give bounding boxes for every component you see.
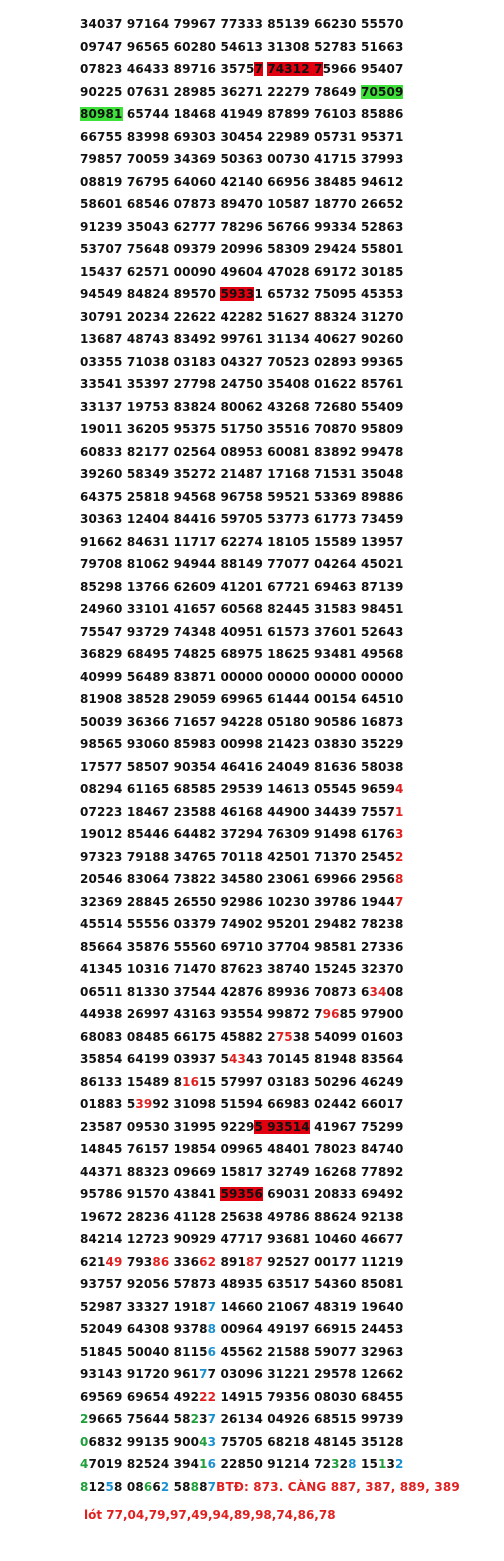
digits: 3 bbox=[386, 1457, 395, 1471]
digits: 5966 95407 bbox=[322, 62, 404, 76]
digits: 14845 76157 19854 09965 48401 78023 84740 bbox=[80, 1142, 404, 1156]
digits: 33541 35397 27798 24750 35408 01622 85761 bbox=[80, 377, 404, 391]
highlighted-digits: 4 bbox=[80, 1457, 89, 1471]
highlighted-digits: 8 bbox=[394, 872, 404, 886]
number-row bbox=[80, 486, 460, 509]
highlighted-digits: 75 bbox=[275, 1029, 293, 1044]
highlighted-digits: 6 bbox=[143, 1479, 153, 1494]
digits: 53707 75648 09379 20996 58309 29424 55801 bbox=[80, 242, 404, 256]
number-row bbox=[80, 1386, 460, 1409]
digits: 13687 48743 83492 99761 31134 40627 90260 bbox=[80, 332, 404, 346]
number-row bbox=[80, 1161, 460, 1184]
number-row bbox=[80, 801, 460, 824]
digits: 17577 58507 90354 46416 24049 81636 58038 bbox=[80, 759, 404, 774]
digits: 09747 96565 60280 54613 31308 52783 51663 bbox=[80, 39, 404, 54]
highlighted-digits: 2 bbox=[190, 1412, 200, 1426]
digits: 34037 97164 79967 77333 85139 66230 55570 bbox=[80, 17, 404, 31]
digits: 41967 75299 bbox=[309, 1119, 404, 1134]
highlighted-digits: 2 bbox=[160, 1479, 170, 1494]
number-row bbox=[80, 981, 460, 1004]
lot-note: lót 77,04,79,97,49,94,89,98,74,86,78 bbox=[84, 1508, 336, 1522]
digits: 51845 50040 8115 bbox=[80, 1344, 208, 1359]
highlighted-digits: 70509 bbox=[360, 84, 404, 99]
digits: 98565 93060 85983 00998 21423 03830 35229 bbox=[80, 737, 404, 751]
highlighted-digits: 8 bbox=[80, 1479, 89, 1494]
number-grid bbox=[80, 13, 460, 1498]
number-row bbox=[80, 373, 460, 396]
digits: 97323 79188 34765 70118 42501 71370 2545 bbox=[80, 849, 395, 864]
number-row bbox=[80, 1138, 460, 1161]
number-row bbox=[80, 958, 460, 981]
number-row bbox=[80, 576, 460, 599]
highlighted-digits: 2 bbox=[394, 1457, 404, 1471]
highlighted-digits: 2 bbox=[394, 849, 404, 864]
number-row bbox=[80, 598, 460, 621]
number-row bbox=[80, 216, 460, 239]
digits: 32369 28845 26550 92986 10230 39786 1944 bbox=[80, 894, 395, 909]
digits: 85664 35876 55560 69710 37704 98581 27336 bbox=[80, 939, 404, 954]
number-row bbox=[80, 643, 460, 666]
digits: 07223 18467 23588 46168 44900 34439 7557 bbox=[80, 804, 395, 819]
digits: 45562 21588 59077 32963 bbox=[216, 1344, 404, 1359]
highlighted-digits: 4 bbox=[394, 782, 404, 796]
number-row bbox=[80, 1408, 460, 1431]
digits: 94549 84824 89570 bbox=[80, 287, 221, 301]
number-row bbox=[80, 418, 460, 441]
number-row bbox=[80, 171, 460, 194]
digits: 08294 61165 68585 29539 14613 05545 9659 bbox=[80, 782, 395, 796]
digits: 19672 28236 41128 25638 49786 88624 92138 bbox=[80, 1209, 404, 1224]
digits: 75547 93729 74348 40951 61573 37601 52643 bbox=[80, 624, 404, 639]
digits: 41345 10316 71470 87623 38740 15245 32370 bbox=[80, 962, 404, 976]
number-row bbox=[80, 1318, 460, 1341]
digits: 1 65732 75095 45353 bbox=[254, 287, 404, 301]
number-row bbox=[80, 936, 460, 959]
highlighted-digits: 1 bbox=[377, 1457, 387, 1471]
digits: 79857 70059 34369 50363 00730 41715 37993 bbox=[80, 152, 404, 166]
number-row bbox=[80, 126, 460, 149]
digits: 15 57997 03183 50296 46249 bbox=[199, 1074, 404, 1089]
highlighted-digits: 3 bbox=[331, 1457, 340, 1471]
number-row bbox=[80, 1341, 460, 1364]
highlighted-digits: 1 bbox=[394, 804, 404, 819]
number-row bbox=[80, 1228, 460, 1251]
digits: 84214 12723 90929 47717 93681 10460 46677 bbox=[80, 1232, 404, 1246]
number-row bbox=[80, 81, 460, 104]
highlighted-digits: 39 bbox=[135, 1097, 153, 1111]
digits: 85298 13766 62609 41201 67721 69463 87139 bbox=[80, 579, 404, 594]
number-row bbox=[80, 1251, 460, 1274]
digits: 60833 82177 02564 08953 60081 83892 99478 bbox=[80, 444, 404, 459]
digits: 65744 18468 41949 87899 76103 85886 bbox=[122, 107, 404, 121]
number-row bbox=[80, 553, 460, 576]
digits: 33137 19753 83824 80062 43268 72680 55409 bbox=[80, 399, 404, 414]
highlighted-digits: 8 bbox=[207, 1322, 217, 1336]
number-row bbox=[80, 1206, 460, 1229]
digits: 39260 58349 35272 21487 17168 71531 35048 bbox=[80, 467, 404, 481]
number-row bbox=[80, 666, 460, 689]
highlighted-digits: 0 bbox=[80, 1434, 89, 1449]
digits: 6 bbox=[152, 1479, 161, 1494]
digits: 35854 64199 03937 5 bbox=[80, 1052, 229, 1066]
digits: 19011 36205 95375 51750 35516 70870 95809 bbox=[80, 422, 404, 436]
digits: 44938 26997 43163 93554 99872 7 bbox=[80, 1007, 323, 1021]
number-row bbox=[80, 1453, 460, 1476]
number-row bbox=[80, 711, 460, 734]
digits: 03096 31221 29578 12662 bbox=[216, 1367, 404, 1381]
number-row bbox=[80, 463, 460, 486]
digits: 40999 56489 83871 00000 00000 00000 00000 bbox=[80, 669, 404, 684]
digits: 26134 04926 68515 99739 bbox=[216, 1412, 404, 1426]
number-row bbox=[80, 1273, 460, 1296]
highlighted-digits: 5933 bbox=[220, 287, 255, 301]
digits: 45514 55556 03379 74902 95201 29482 78238 bbox=[80, 917, 404, 931]
digits: 621 bbox=[80, 1254, 106, 1269]
number-row bbox=[80, 261, 460, 284]
digits: 08819 76795 64060 42140 66956 38485 94612 bbox=[80, 174, 404, 189]
number-row bbox=[80, 1363, 460, 1386]
digits: 03355 71038 03183 04327 70523 02893 99365 bbox=[80, 354, 404, 369]
digits: 08 bbox=[386, 984, 404, 999]
highlighted-digits: 3 bbox=[207, 1434, 217, 1449]
digits: 68083 08485 66175 45882 2 bbox=[80, 1029, 276, 1044]
highlighted-digits: BTĐ: 873. CÀNG 887, 387, 889, 389 bbox=[216, 1479, 460, 1494]
number-row bbox=[80, 868, 460, 891]
number-row bbox=[80, 508, 460, 531]
highlighted-digits: 4 bbox=[199, 1434, 208, 1449]
highlighted-digits: 7 bbox=[207, 1412, 217, 1426]
digits: 19012 85446 64482 37294 76309 91498 6176 bbox=[80, 827, 395, 841]
highlighted-digits: 8 bbox=[190, 1479, 200, 1494]
digits: 92 31098 51594 66983 02442 66017 bbox=[152, 1097, 404, 1111]
number-row bbox=[80, 1048, 460, 1071]
number-row bbox=[80, 778, 460, 801]
number-row bbox=[80, 1183, 460, 1206]
digits: 15 bbox=[356, 1457, 378, 1471]
highlighted-digits: 34 bbox=[369, 984, 387, 999]
highlighted-digits: 7 bbox=[199, 1367, 208, 1381]
number-row bbox=[80, 328, 460, 351]
digits: 2 bbox=[339, 1457, 349, 1471]
number-row bbox=[80, 1071, 460, 1094]
number-row bbox=[80, 306, 460, 329]
highlighted-digits: 87 bbox=[245, 1254, 263, 1269]
digits: 43 70145 81948 83564 bbox=[245, 1052, 404, 1066]
highlighted-digits: 6 bbox=[207, 1344, 217, 1359]
digits: 75705 68218 48145 35128 bbox=[216, 1434, 404, 1449]
number-row bbox=[80, 688, 460, 711]
number-row bbox=[80, 396, 460, 419]
digits: 90225 07631 28985 36271 22279 78649 bbox=[80, 84, 361, 99]
highlighted-digits: 43 bbox=[228, 1052, 246, 1066]
digits: 12 bbox=[88, 1479, 106, 1494]
digits: 793 bbox=[122, 1254, 153, 1269]
highlighted-digits: 5 bbox=[105, 1479, 114, 1494]
digits: 6832 99135 900 bbox=[88, 1434, 200, 1449]
highlighted-digits: 5 93514 bbox=[254, 1119, 310, 1134]
number-row bbox=[80, 1003, 460, 1026]
digits: 69569 69654 492 bbox=[80, 1389, 200, 1404]
digits: 20546 83064 73822 34580 23061 69966 2956 bbox=[80, 872, 395, 886]
highlighted-digits: 96 bbox=[322, 1007, 340, 1021]
highlighted-digits: 2 bbox=[80, 1412, 89, 1426]
digits: 14660 21067 48319 19640 bbox=[216, 1299, 404, 1314]
digits: 91662 84631 11717 62274 18105 15589 13957 bbox=[80, 534, 404, 549]
digits: 58 bbox=[169, 1479, 191, 1494]
number-row bbox=[80, 441, 460, 464]
digits: 24960 33101 41657 60568 82445 31583 98451 bbox=[80, 602, 404, 616]
digits: 7019 82524 394 bbox=[88, 1457, 200, 1471]
number-row bbox=[80, 351, 460, 374]
highlighted-digits: 7 bbox=[254, 62, 263, 76]
number-row bbox=[80, 1476, 460, 1499]
highlighted-digits: 80981 bbox=[80, 107, 123, 121]
digits: 64375 25818 94568 96758 59521 53369 89886 bbox=[80, 489, 404, 504]
digits: 38 54099 01603 bbox=[292, 1029, 404, 1044]
number-row bbox=[80, 531, 460, 554]
digits: 8 08 bbox=[114, 1479, 144, 1494]
highlighted-digits: 6 bbox=[207, 1457, 217, 1471]
digits: 66755 83998 69303 30454 22989 05731 95371 bbox=[80, 129, 404, 144]
highlighted-digits: 49 bbox=[105, 1254, 123, 1269]
digits: 58601 68546 07873 89470 10587 18770 26652 bbox=[80, 197, 404, 211]
digits: 95786 91570 43841 bbox=[80, 1187, 221, 1201]
number-row bbox=[80, 733, 460, 756]
digits: 01883 5 bbox=[80, 1097, 136, 1111]
digits: 69031 20833 69492 bbox=[262, 1187, 404, 1201]
number-row bbox=[80, 1296, 460, 1319]
highlighted-digits: 7 bbox=[394, 894, 404, 909]
number-row bbox=[80, 148, 460, 171]
number-row bbox=[80, 913, 460, 936]
highlighted-digits: 22 bbox=[199, 1389, 217, 1404]
digits: 9665 75644 58 bbox=[88, 1412, 191, 1426]
highlighted-digits: 7 bbox=[207, 1479, 217, 1494]
digits: 00964 49197 66915 24453 bbox=[216, 1322, 404, 1336]
highlighted-digits: 8 bbox=[348, 1457, 357, 1471]
digits: 06511 81330 37544 42876 89936 70873 6 bbox=[80, 984, 370, 999]
highlighted-digits: 7 bbox=[207, 1299, 217, 1314]
highlighted-digits: 3 bbox=[394, 827, 404, 841]
highlighted-digits: 86 bbox=[152, 1254, 170, 1269]
number-row bbox=[80, 756, 460, 779]
number-row bbox=[80, 846, 460, 869]
digits: 22850 91214 72 bbox=[216, 1457, 332, 1471]
digits: 3 bbox=[199, 1412, 208, 1426]
digits: 52049 64308 9378 bbox=[80, 1322, 208, 1336]
number-row bbox=[80, 13, 460, 36]
digits: 30791 20234 22622 42282 51627 88324 31270 bbox=[80, 309, 404, 324]
digits: 52987 33327 1918 bbox=[80, 1299, 208, 1314]
digits: 93143 91720 961 bbox=[80, 1367, 200, 1381]
digits: 86133 15489 8 bbox=[80, 1074, 183, 1089]
digits: 79708 81062 94944 88149 77077 04264 45021 bbox=[80, 557, 404, 571]
highlighted-digits: 16 bbox=[182, 1074, 200, 1089]
digits: 8 bbox=[199, 1479, 208, 1494]
number-row bbox=[80, 823, 460, 846]
number-row bbox=[80, 891, 460, 914]
number-row bbox=[80, 103, 460, 126]
digits: 891 bbox=[216, 1254, 246, 1269]
highlighted-digits: 62 bbox=[199, 1254, 217, 1269]
digits: 36829 68495 74825 68975 18625 93481 49568 bbox=[80, 647, 404, 661]
highlighted-digits: 59356 bbox=[220, 1187, 263, 1201]
digits: 91239 35043 62777 78296 56766 99334 52863 bbox=[80, 219, 404, 234]
digits: 93757 92056 57873 48935 63517 54360 85081 bbox=[80, 1277, 404, 1291]
highlighted-digits: 74312 7 bbox=[267, 62, 323, 76]
digits: 14915 79356 08030 68455 bbox=[216, 1389, 404, 1404]
digits: 7 bbox=[207, 1367, 217, 1381]
digits: 336 bbox=[169, 1254, 200, 1269]
number-row bbox=[80, 621, 460, 644]
digits: 07823 46433 89716 3575 bbox=[80, 62, 255, 76]
digits: 44371 88323 09669 15817 32749 16268 77892 bbox=[80, 1164, 404, 1179]
highlighted-digits: 1 bbox=[199, 1457, 208, 1471]
number-row bbox=[80, 238, 460, 261]
number-row bbox=[80, 36, 460, 59]
digits: 92527 00177 11219 bbox=[262, 1254, 404, 1269]
number-row bbox=[80, 1116, 460, 1139]
number-row bbox=[80, 1026, 460, 1049]
digits: 23587 09530 31995 9229 bbox=[80, 1119, 255, 1134]
number-row bbox=[80, 1431, 460, 1454]
digits: 15437 62571 00090 49604 47028 69172 30185 bbox=[80, 264, 404, 279]
number-row bbox=[80, 283, 460, 306]
digits: 30363 12404 84416 59705 53773 61773 73459 bbox=[80, 512, 404, 526]
number-row bbox=[80, 1093, 460, 1116]
digits: 50039 36366 71657 94228 05180 90586 16873 bbox=[80, 714, 404, 729]
digits: 85 97900 bbox=[339, 1007, 404, 1021]
number-row bbox=[80, 193, 460, 216]
digits: 81908 38528 29059 69965 61444 00154 64510 bbox=[80, 692, 404, 706]
number-row bbox=[80, 58, 460, 81]
